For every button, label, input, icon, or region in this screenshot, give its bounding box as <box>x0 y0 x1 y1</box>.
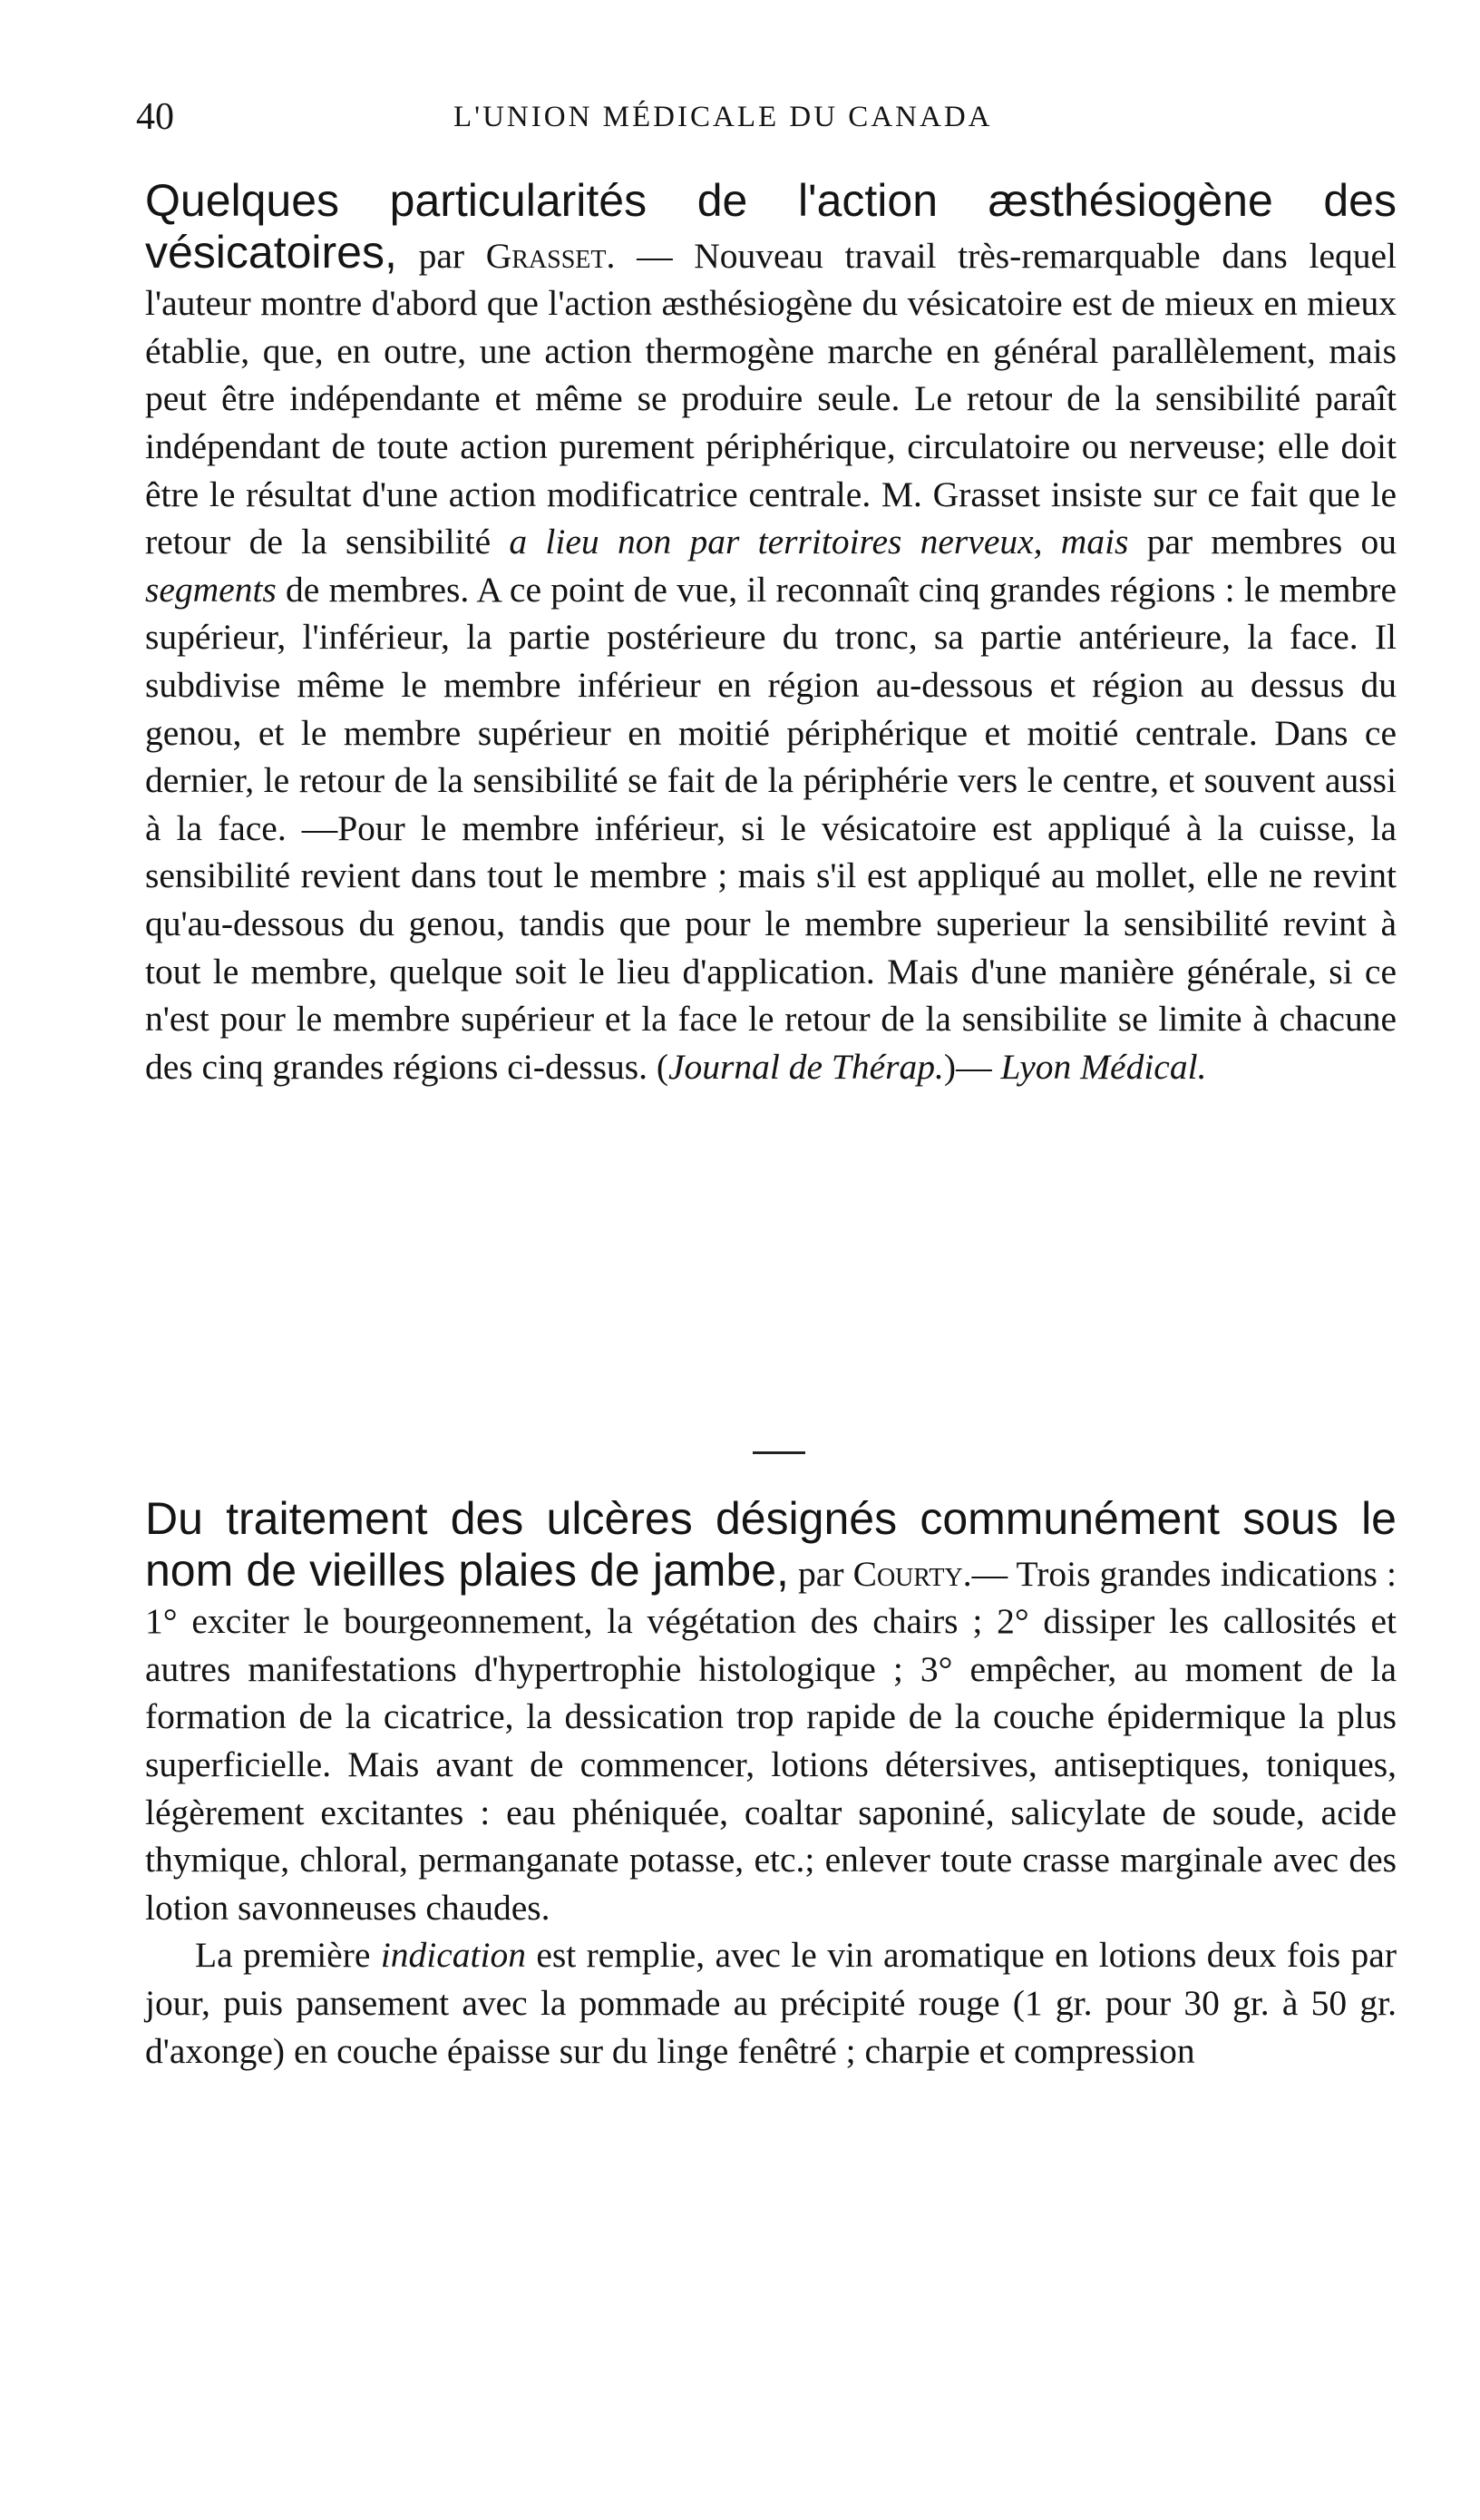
journal-title: L'UNION MÉDICALE DU CANADA <box>453 101 993 133</box>
by-text: par <box>788 1553 853 1594</box>
italic-text: segments <box>145 569 277 610</box>
section-divider <box>753 1451 805 1454</box>
article-title: Du traitement des ulcères désignés communément sous le nom de vieilles plaies de jambe, <box>145 1493 1397 1596</box>
body-text: — Trois grandes indications : 1° exciter le bourgeonnement, la végétation des chairs ; 2° dissiper les callosités et autres manifestations d'hypertrophie histologique ; 3° empêcher, au moment de la formation de la cicatrice, la dessication trop rapide de la couche épidermique la plus superficielle. Mais avant de commencer, lotions détersives, antiseptiques, toniques, légèrement excitantes : eau phéniquée, coaltar saponiné, salicylate de soude, acide thymique, chloral, permanganate potasse, etc.; enlever toute crasse marginale avec des lotion savonneuses chaudes. <box>145 1553 1397 1928</box>
body-text: )— <box>943 1046 1001 1087</box>
article-paragraph <box>145 1931 1397 2075</box>
italic-text: a lieu non par territoires nerveux, mais <box>509 522 1129 562</box>
article-paragraph <box>145 177 1397 1090</box>
source-citation: Lyon Médical. <box>1000 1046 1207 1087</box>
by-text: par <box>396 235 486 276</box>
article-ulceres <box>145 1495 1397 2075</box>
italic-text: indication <box>380 1935 526 1976</box>
article-title: Quelques particularités de l'action æsthésiogène des vésicatoires, <box>145 175 1397 278</box>
page-header <box>136 95 1406 150</box>
source-citation: Journal de Thérap. <box>668 1046 944 1087</box>
article-author: Grasset. <box>485 235 616 276</box>
body-text: — Nouveau travail très-remarquable dans lequel l'auteur montre d'abord que l'action æsthésiogène du vésicatoire est de mieux en mieux établie, que, en outre, une action thermogène marche en général parallèlement, mais peut être indépendante et même se produire seule. Le retour de la sensibilité paraît indépendant de toute action purement périphérique, circulatoire ou nerveuse; elle doit être le résultat d'une action modificatrice centrale. M. Grasset insiste sur ce fait que le retour de la sensibilité <box>145 235 1397 562</box>
article-author: Courty. <box>852 1553 972 1594</box>
page-number: 40 <box>136 96 174 138</box>
article-paragraph <box>145 1495 1397 1931</box>
body-text: est remplie, avec le vin aromatique en lotions deux fois par jour, puis pansement avec la pommade au précipité rouge (1 gr. pour 30 gr. à 50 gr. d'axonge) en couche épaisse sur du linge fenêtré ; charpie et compression <box>145 1935 1397 2071</box>
body-text: par membres ou <box>1128 522 1397 562</box>
body-text: La première <box>195 1935 381 1976</box>
article-aesthesiogene <box>145 177 1397 1090</box>
body-text: de membres. A ce point de vue, il reconnaît cinq grandes régions : le membre supérieur, l'inférieur, la partie postérieure du tronc, sa partie antérieure, la face. Il subdivise même le membre inférieur en région au-dessous et région au dessus du genou, et le membre supérieur en moitié périphérique et moitié centrale. Dans ce dernier, le retour de la sensibilité se fait de la périphérie vers le centre, et souvent aussi à la face. —Pour le membre inférieur, si le vésicatoire est appliqué à la cuisse, la sensibilité revient dans tout le membre ; mais s'il est appliqué au mollet, elle ne revint qu'au-dessous du genou, tandis que pour le membre superieur la sensibilité revint à tout le membre, quelque soit le lieu d'application. Mais d'une manière générale, si ce n'est pour le membre supérieur et la face le retour de la sensibilite se limite à chacune des cinq grandes régions ci-dessus. ( <box>145 569 1397 1087</box>
